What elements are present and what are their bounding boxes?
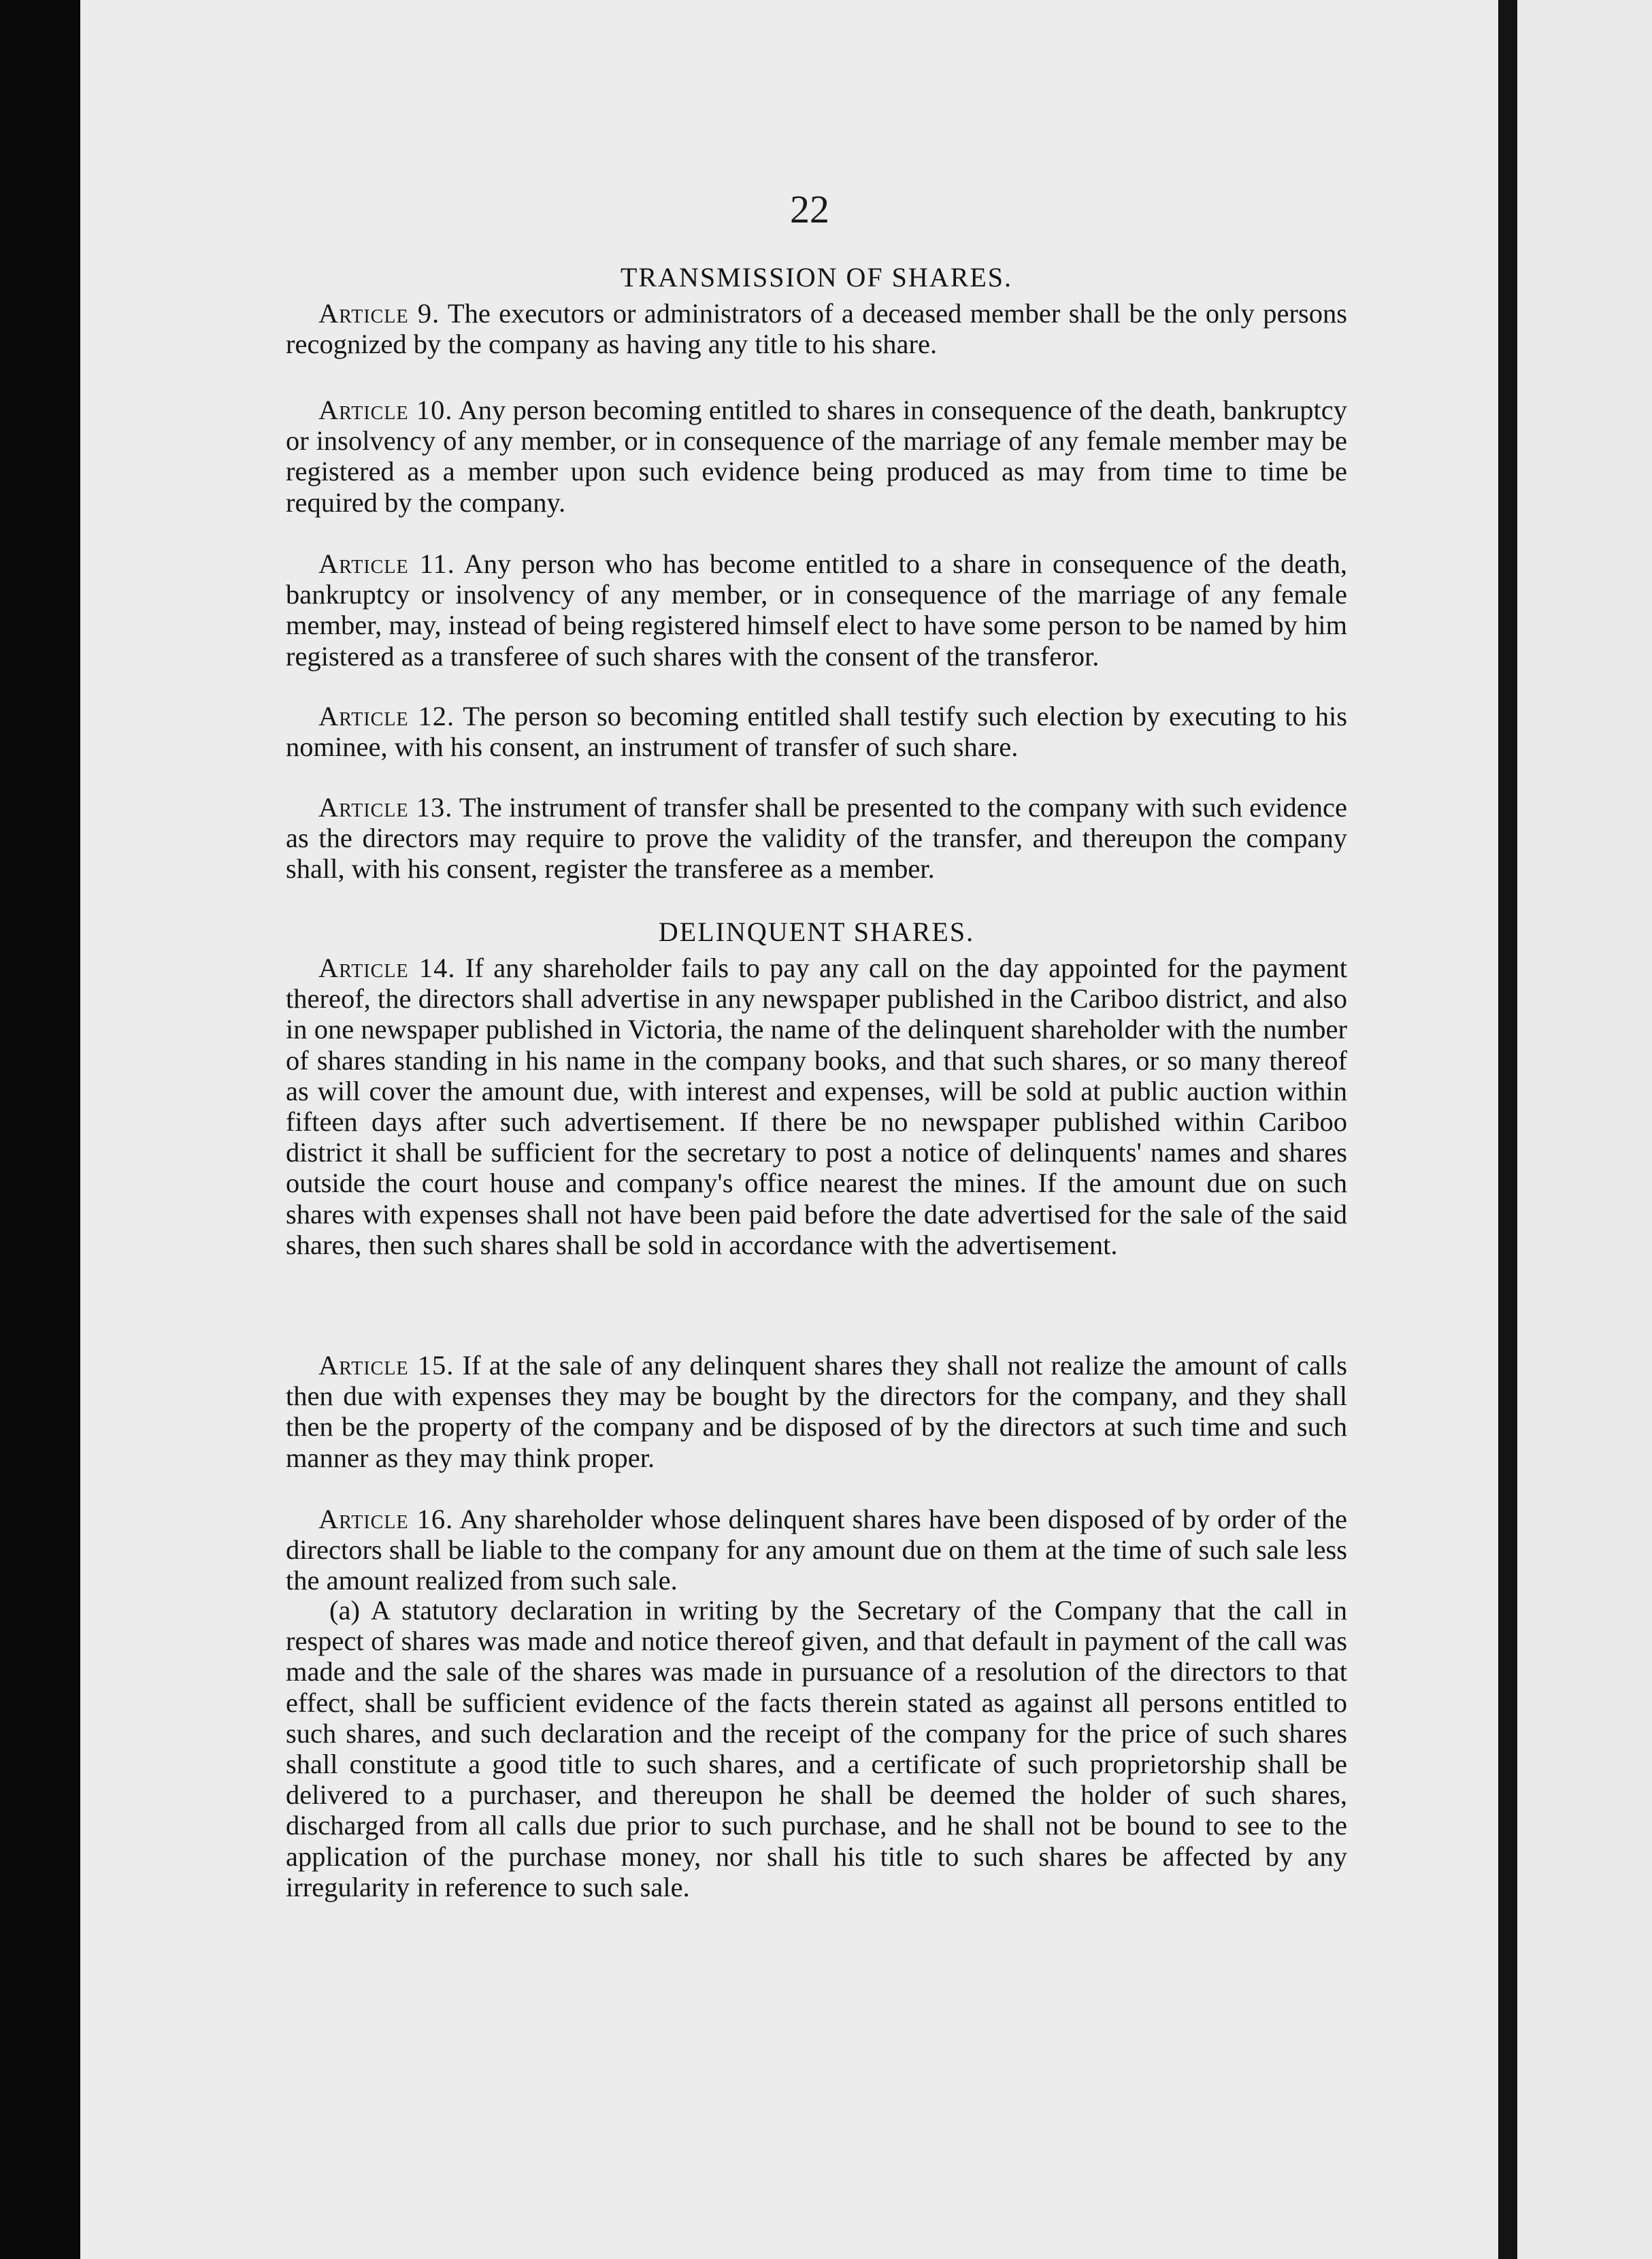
article-text: The instrument of transfer shall be presented to the company with such evidence as the directors may require to prove the validity of the transfer, and thereupon the company shall, with his consent, register the transferee as a member. xyxy=(286,792,1347,885)
article-label: Article 16. xyxy=(318,1504,454,1534)
article-text: The person so becoming entitled shall testify such election by executing to his nominee, with his consent, an instrument of transfer of such share. xyxy=(286,701,1347,763)
article-text: Any person who has become entitled to a share in consequence of the death, bankruptcy or insolvency of any member, or in consequence of the marriage of any female member, may, instead of being registered himself elect to have some person to be named by him registered as a transferee of such shares with the consent of the transferor. xyxy=(286,548,1347,672)
clause-label: (a) xyxy=(329,1595,360,1626)
article-text: If any shareholder fails to pay any call on the day appointed for the payment thereof, the directors shall advertise in any newspaper published in the Cariboo district, and also in one newspaper published in Victoria, the name of the delinquent shareholder with the number of shares standing in his name in the company books, and that such shares, or so many thereof as will cover the amount due, with interest and expenses, will be sold at public auction within fifteen days after such advertisement. If there be no newspaper published within Cariboo district it shall be sufficient for the secretary to post a notice of delinquents' names and shares outside the court house and company's office nearest the mines. If the amount due on such shares with expenses shall not have been paid before the date advertised for the sale of the said shares, then such shares shall be sold in accordance with the advertisement. xyxy=(286,953,1347,1260)
article-11 xyxy=(286,548,1347,672)
section-heading-transmission: TRANSMISSION OF SHARES. xyxy=(620,262,1013,293)
page-gutter xyxy=(1498,0,1517,2259)
article-13 xyxy=(286,792,1347,885)
scan-border-left xyxy=(0,0,80,2259)
article-label: Article 9. xyxy=(318,298,440,329)
article-label: Article 12. xyxy=(318,701,455,731)
article-label: Article 11. xyxy=(318,548,455,579)
article-text: Any person becoming entitled to shares in consequence of the death, bankruptcy or insolvency of any member, or in consequence of the marriage of any female member may be registered as a member upon such evidence being produced as may from time to time be required by the company. xyxy=(286,395,1348,518)
article-15 xyxy=(286,1350,1347,1473)
article-label: Article 15. xyxy=(318,1350,455,1381)
article-label: Article 13. xyxy=(318,792,453,823)
article-12 xyxy=(286,701,1347,762)
article-text: If at the sale of any delinquent shares they shall not realize the amount of calls then due with expenses they may be bought by the directors for the company, and they shall then be the property of the company and be disposed of by the directors at such time and such manner as they may think proper. xyxy=(286,1350,1347,1473)
clause-text: A statutory declaration in writing by the Secretary of the Company that the call in respect of shares was made and notice thereof given, and that default in payment of the call was made and the sale of the shares was made in pursuance of a resolution of the directors to that effect, shall be sufficient evidence of the facts therein stated as against all persons entitled to such shares, and such declaration and the receipt of the company for the price of such shares shall constitute a good title to such shares, and a certificate of such proprietorship shall be delivered to a purchaser, and thereupon he shall be deemed the holder of such shares, discharged from all calls due prior to such purchase, and he shall not be bound to see to the application of the purchase money, nor shall his title to such shares be affected by any irregularity in reference to such sale. xyxy=(286,1595,1348,1902)
article-16 xyxy=(286,1504,1347,1596)
article-10 xyxy=(286,395,1347,518)
page-number: 22 xyxy=(790,187,829,231)
article-text: Any shareholder whose delinquent shares have been disposed of by order of the directors shall be liable to the company for any amount due on them at the time of such sale less the amount realized from such sale. xyxy=(286,1504,1347,1596)
article-label: Article 10. xyxy=(318,395,453,425)
section-heading-delinquent: DELINQUENT SHARES. xyxy=(658,917,975,947)
facing-page-edge xyxy=(1517,0,1652,2259)
article-label: Article 14. xyxy=(318,953,456,983)
clause-a xyxy=(286,1595,1347,1902)
article-9 xyxy=(286,298,1347,359)
article-text: The executors or administrators of a deceased member shall be the only persons recognized by the company as having any title to his share. xyxy=(286,298,1347,360)
article-14 xyxy=(286,953,1347,1260)
